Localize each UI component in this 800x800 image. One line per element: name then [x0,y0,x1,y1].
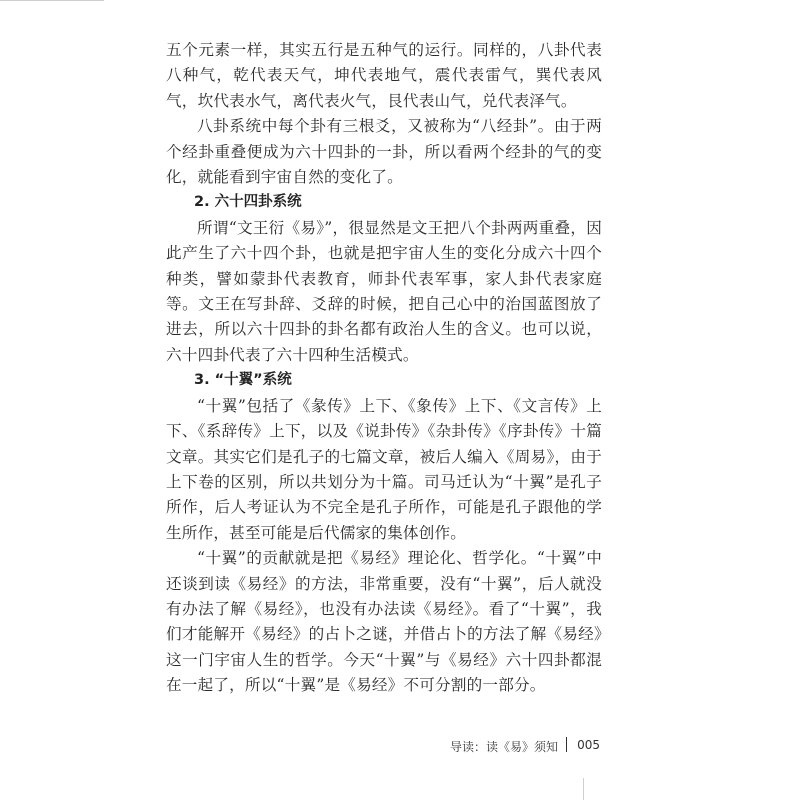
running-title: 导读：读《易》须知 [449,740,558,754]
page-footer [420,735,600,757]
paragraph-ten-wings-contribution: “十翼”的贡献就是把《易经》理论化、哲学化。“十翼”中还谈到读《易经》的方法，非常重要，没有“十翼”，后人就没有办法了解《易经》，也没有办法读《易经》。看了“十翼”，我们才能解开《易经》的占卜之谜，并借占卜的方法了解《易经》这一门宇宙人生的哲学。今天“十翼”与《易经》六十四卦都混在一起了，所以“十翼”是《易经》不可分割的一部分。 [166,549,602,695]
binding-edge-line [583,778,584,800]
paragraph-eight-trigrams-qi: 五个元素一样，其实五行是五种气的运行。同样的，八卦代表八种气，乾代表天气，坤代表地气，震代表雷气，巽代表风气，坎代表水气，离代表火气，艮代表山气，兑代表泽气。 [166,41,602,110]
section-heading-ten-wings: 3. “十翼”系统 [194,372,292,389]
top-edge-line [0,0,104,1]
page-number: 005 [577,738,600,752]
paragraph-64-hexagrams: 所谓“文王衍《易》”，很显然是文王把八个卦两两重叠，因此产生了六十四个卦，也就是把宇宙人生的变化分成六十四个种类，譬如蒙卦代表教育，师卦代表军事，家人卦代表家庭等。文王在写卦辞、爻辞的时候，把自己心中的治国蓝图放了进去，所以六十四卦的卦名都有政治人生的含义。也可以说，六十四卦代表了六十四种生活模式。 [166,218,602,364]
main-text [166,38,602,699]
section-heading-64-hexagrams: 2. 六十四卦系统 [194,194,302,211]
paragraph-eight-classic-trigrams: 八卦系统中每个卦有三根爻，又被称为“八经卦”。由于两个经卦重叠便成为六十四卦的一卦，所以看两个经卦的气的变化，就能看到宇宙自然的变化了。 [166,117,602,187]
paragraph-ten-wings-contents: “十翼”包括了《彖传》上下、《象传》上下、《文言传》上下、《系辞传》上下，以及《说卦传》《杂卦传》《序卦传》十篇文章。其实它们是孔子的七篇文章，被后人编入《周易》，由于上下卷的区别，所以共划分为十篇。司马迁认为“十翼”是孔子所作，后人考证认为不完全是孔子所作，可能是孔子跟他的学生所作，甚至可能是后代儒家的集体创作。 [166,396,602,542]
footer-separator [566,737,568,752]
